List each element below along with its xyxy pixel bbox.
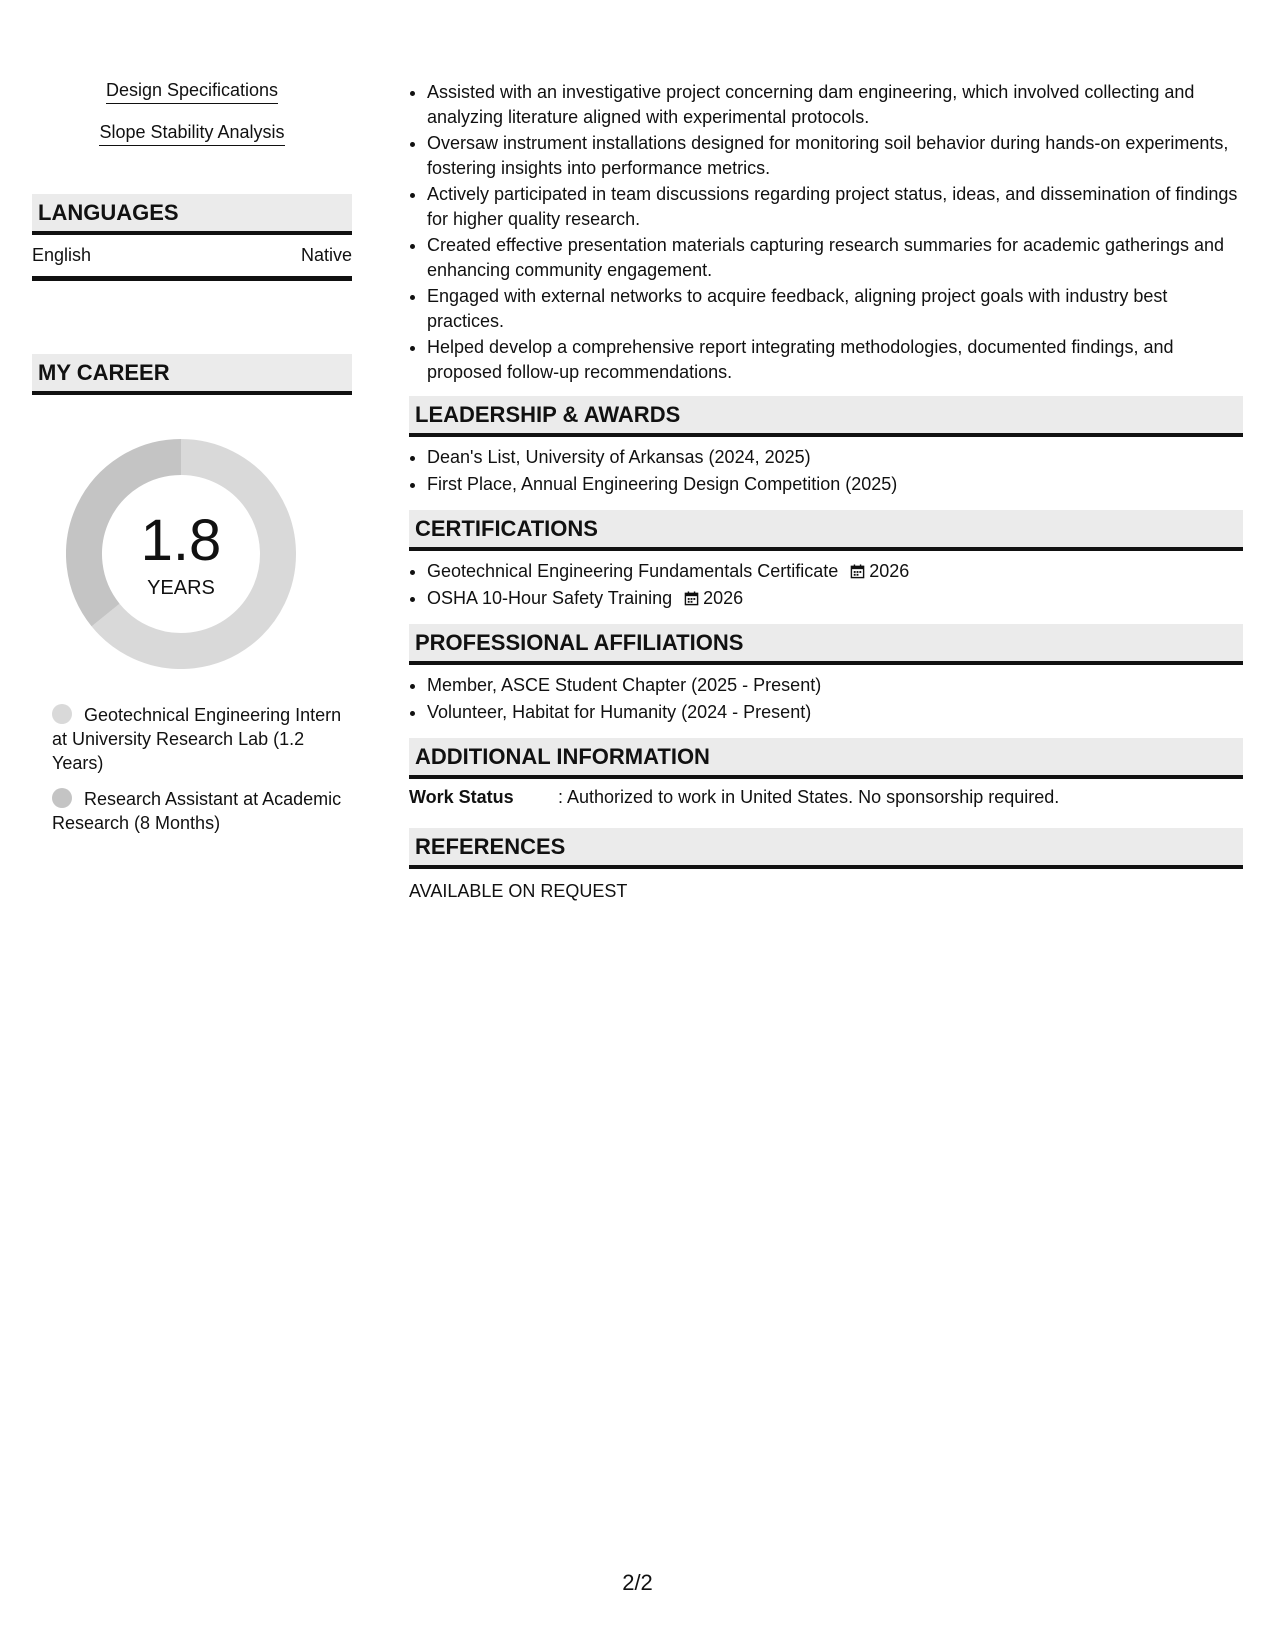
list-item: • Member, ASCE Student Chapter (2025 - Present) — [427, 673, 1243, 698]
list-item: • Created effective presentation materials capturing research summaries for academic gatherings and enhancing community engagement. — [427, 233, 1243, 282]
work-status-value: : Authorized to work in United States. No sponsorship required. — [558, 787, 1060, 807]
list-item: • Actively participated in team discussions regarding project status, ideas, and dissemination of findings for higher quality research. — [427, 182, 1243, 231]
left-column — [32, 80, 352, 847]
page-number: 2/2 — [622, 1570, 653, 1595]
affiliations-list — [409, 673, 1243, 724]
right-column — [409, 80, 1243, 902]
language-row — [32, 235, 352, 281]
certifications-heading: CERTIFICATIONS — [409, 510, 1243, 551]
references-heading: REFERENCES — [409, 828, 1243, 869]
calendar-icon — [684, 591, 699, 606]
leadership-heading: LEADERSHIP & AWARDS — [409, 396, 1243, 437]
experience-bullets — [409, 80, 1243, 384]
affiliations-heading: PROFESSIONAL AFFILIATIONS — [409, 624, 1243, 665]
career-years-unit: YEARS — [147, 577, 215, 599]
career-legend — [52, 703, 342, 835]
list-item: • Oversaw instrument installations designed for monitoring soil behavior during hands-on experiments, fostering insights into performance metrics. — [427, 131, 1243, 180]
list-item: • First Place, Annual Engineering Design Competition (2025) — [427, 472, 1243, 497]
work-status-row — [409, 779, 1243, 820]
list-item: • Geotechnical Engineering Fundamentals Certificate 2026 — [427, 559, 1243, 584]
languages-heading: LANGUAGES — [32, 194, 352, 235]
career-heading: MY CAREER — [32, 354, 352, 395]
work-status-label: Work Status — [409, 787, 514, 807]
legend-dot-icon — [52, 788, 72, 808]
career-donut — [66, 439, 296, 669]
legend-dot-icon — [52, 704, 72, 724]
list-item: • Helped develop a comprehensive report integrating methodologies, documented findings, and proposed follow-up recommendations. — [427, 335, 1243, 384]
additional-heading: ADDITIONAL INFORMATION — [409, 738, 1243, 779]
list-item: • Engaged with external networks to acquire feedback, aligning project goals with industry best practices. — [427, 284, 1243, 333]
calendar-icon — [850, 564, 865, 579]
references-text: AVAILABLE ON REQUEST — [409, 881, 628, 901]
language-level: Native — [300, 245, 352, 265]
list-item: • OSHA 10-Hour Safety Training 2026 — [427, 586, 1243, 611]
list-item: • Dean's List, University of Arkansas (2024, 2025) — [427, 445, 1243, 470]
certifications-list — [409, 559, 1243, 610]
skill-tag: Slope Stability Analysis — [32, 122, 352, 146]
skill-tag: Design Specifications — [32, 80, 352, 104]
list-item: • Assisted with an investigative project concerning dam engineering, which involved collecting and analyzing literature aligned with experimental protocols. — [427, 80, 1243, 129]
language-name: English — [32, 245, 92, 265]
legend-item: Research Assistant at Academic Research (8 Months) — [52, 789, 342, 833]
legend-item: Geotechnical Engineering Intern at University Research Lab (1.2 Years) — [52, 705, 342, 773]
leadership-list — [409, 445, 1243, 496]
list-item: • Volunteer, Habitat for Humanity (2024 - Present) — [427, 700, 1243, 725]
career-years-value: 1.8 — [140, 508, 222, 573]
